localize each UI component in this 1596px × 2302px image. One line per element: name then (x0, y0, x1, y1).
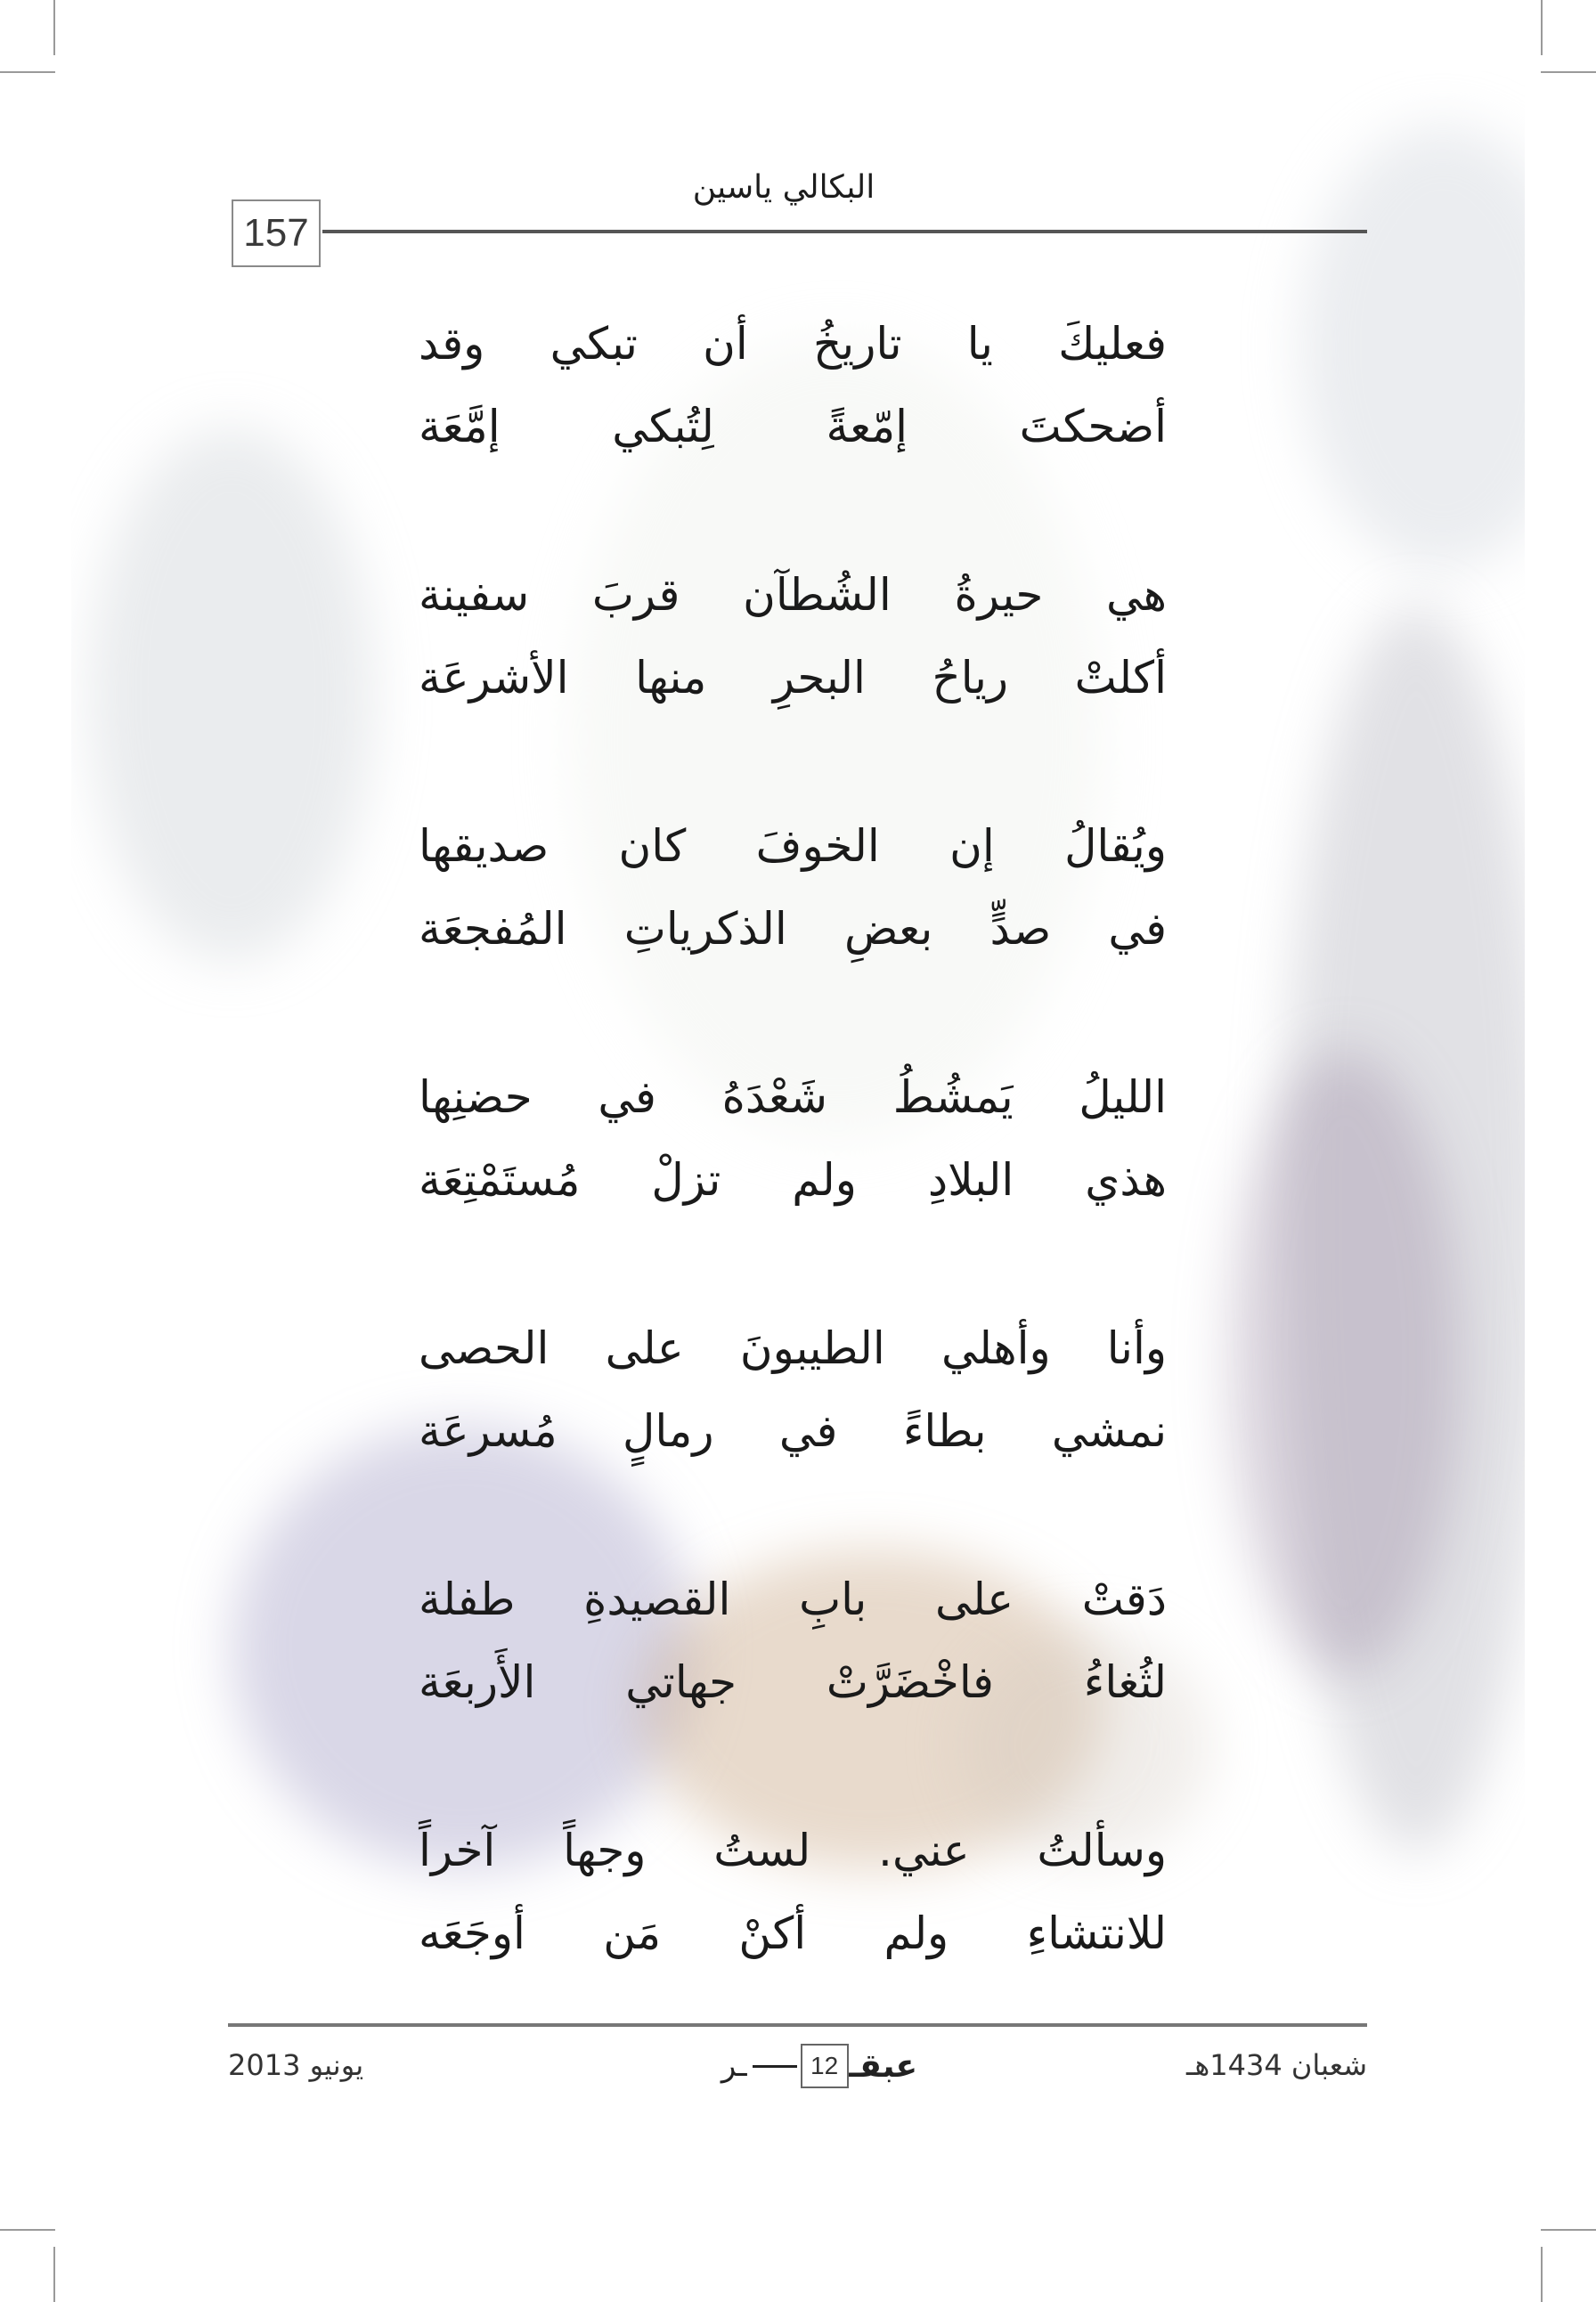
verse-line: هي حيرةُ الشُطآن قربَ سفينة (419, 569, 1167, 621)
verse-line: ويُقالُ إن الخوفَ كان صديقها (419, 820, 1167, 872)
crop-mark (1541, 71, 1596, 73)
verse-line: للانتشاءِ ولم أكنْ مَن أوجَعَه (419, 1907, 1167, 1959)
header-rule (322, 230, 1367, 233)
running-header-author: البكالي ياسين (692, 169, 875, 206)
stanza (419, 1056, 1167, 1222)
footer-rule (228, 2023, 1367, 2027)
verse-line: في صدٍّ بعضِ الذكرياتِ المُفجعَة (419, 903, 1167, 955)
verse-line: دَقتْ على بابِ القصيدةِ طفلة (419, 1574, 1167, 1625)
verse-line: الليلُ يَمشُطُ شَعْدَهُ في حضنِها (419, 1071, 1167, 1123)
crop-mark (1541, 2229, 1596, 2231)
verse-line: نمشي بطاءً في رمالٍ مُسرعَة (419, 1405, 1167, 1457)
verse-line: لثُغاءُ فاخْضَرَّتْ جهاتي الأَربعَة (419, 1656, 1167, 1708)
footer-date-hijri: شعبان 1434هـ (1185, 2048, 1367, 2082)
crop-mark (53, 2247, 55, 2302)
page-number: 157 (232, 199, 321, 267)
stanza (419, 1307, 1167, 1473)
stanza (419, 805, 1167, 971)
magazine-logo (704, 2039, 935, 2093)
footer-date-gregorian: يونيو 2013 (228, 2048, 364, 2082)
magazine-name: عبقـ (848, 2047, 918, 2085)
issue-number: 12 (801, 2044, 849, 2088)
crop-mark (1541, 0, 1543, 55)
crop-mark (1541, 2247, 1543, 2302)
verse-line: وأنا وأهلي الطيبونَ على الحصى (419, 1322, 1167, 1374)
verse-line: هذي البلادِ ولم تزلْ مُستَمْتِعَة (419, 1154, 1167, 1206)
crop-mark (0, 2229, 55, 2231)
poem (419, 303, 1167, 2061)
crop-mark (0, 71, 55, 73)
verse-line: وسألتُ عني. لستُ وجهاً آخراً (419, 1825, 1167, 1876)
stanza (419, 554, 1167, 720)
crop-mark (53, 0, 55, 55)
magazine-name-tail: ـر (721, 2048, 747, 2084)
stanza (419, 303, 1167, 468)
logo-line (753, 2065, 797, 2068)
stanza (419, 1810, 1167, 1975)
verse-line: أكلتْ رياحُ البحرِ منها الأشرعَة (419, 652, 1167, 704)
stanza (419, 1558, 1167, 1724)
verse-line: فعليكَ يا تاريخُ أن تبكي وقد (419, 318, 1167, 370)
verse-line: أضحكتَ إمّعةً لِتُبكي إمَّعَة (419, 401, 1167, 452)
